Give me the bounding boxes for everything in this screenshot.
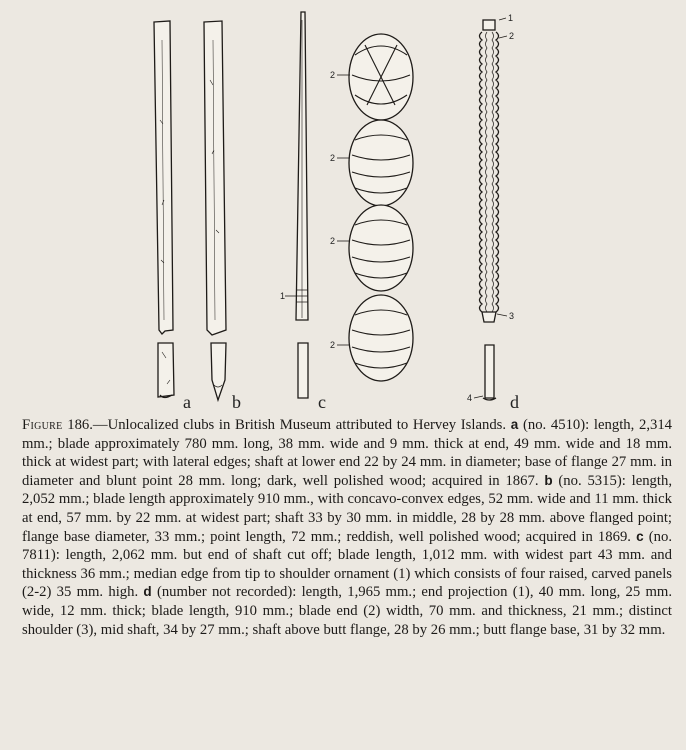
carved-panels-drawing [337, 34, 413, 381]
figure-word: Figure [22, 417, 63, 433]
callout-panel-4: 2 [330, 340, 336, 350]
figure-caption [22, 416, 672, 639]
item-c-label: c [636, 528, 644, 544]
club-a-drawing [154, 21, 174, 398]
item-c-description: (no. 7811): length, 2,062 mm. but end of shaft cut off; blade length, 1,012 mm. with widest part 43 mm. and thickness 36 mm.; median edge from tip to shoulder ornament (1) which consists of four raised, carved panels (2-2) 35 mm. high. [22, 528, 672, 601]
panel-label-c: c [318, 392, 326, 412]
callout-panel-3: 2 [330, 236, 336, 246]
figure-number-title: 186.—Unlocalized clubs in British Museum attributed to Hervey Islands. [67, 417, 507, 433]
callout-d-4: 4 [467, 393, 473, 403]
callout-c-1: 1 [280, 291, 286, 301]
club-b-drawing [204, 21, 226, 400]
panel-label-b: b [232, 392, 241, 412]
callout-d-1: 1 [508, 13, 514, 23]
item-a-label: a [510, 417, 519, 432]
callout-d-3: 3 [509, 311, 515, 321]
item-b-description: (no. 5315): length, 2,052 mm.; blade length approximately 910 mm., with concavo-convex edges, 52 mm. wide and 11 mm. thick at end, 57 mm. by 22 mm. at widest part; shaft 33 by 30 mm. in middle, 28 by 28 mm. above flanged point; flange base diameter, 33 mm.; point length, 72 mm.; reddish, well polished wood; acquired in 1869. [22, 472, 672, 545]
item-a-description: (no. 4510): length, 2,314 mm.; blade approximately 780 mm. long, 38 mm. wide and 9 mm. thick at end, 49 mm. wide and 18 mm. thick at widest part; with lateral edges; shaft at lower end 22 by 24 mm. in diameter; base of flange 27 mm. in diameter and blunt point 28 mm. long; dark, well polished wood; acquired in 1867. [22, 417, 673, 489]
callout-panel-2: 2 [330, 153, 336, 163]
item-d-label: d [143, 584, 152, 600]
panel-label-d: d [510, 392, 519, 412]
club-c-drawing [285, 12, 308, 398]
panel-label-a: a [183, 392, 191, 412]
item-d-description: (number not recorded): length, 1,965 mm.; end projection (1), 40 mm. long, 25 mm. wide, 12 mm. thick; blade length, 910 mm.; blade end (2) width, 70 mm. and thickness, 21 mm.; distinct shoulder (3), mid shaft, 34 by 27 mm.; shaft above butt flange, 28 by 26 mm.; butt flange base, 31 by 32 mm. [22, 584, 673, 638]
callout-panel-1: 2 [330, 70, 336, 80]
item-b-label: b [544, 472, 553, 488]
callout-d-2: 2 [509, 31, 515, 41]
club-d-drawing [474, 18, 507, 400]
